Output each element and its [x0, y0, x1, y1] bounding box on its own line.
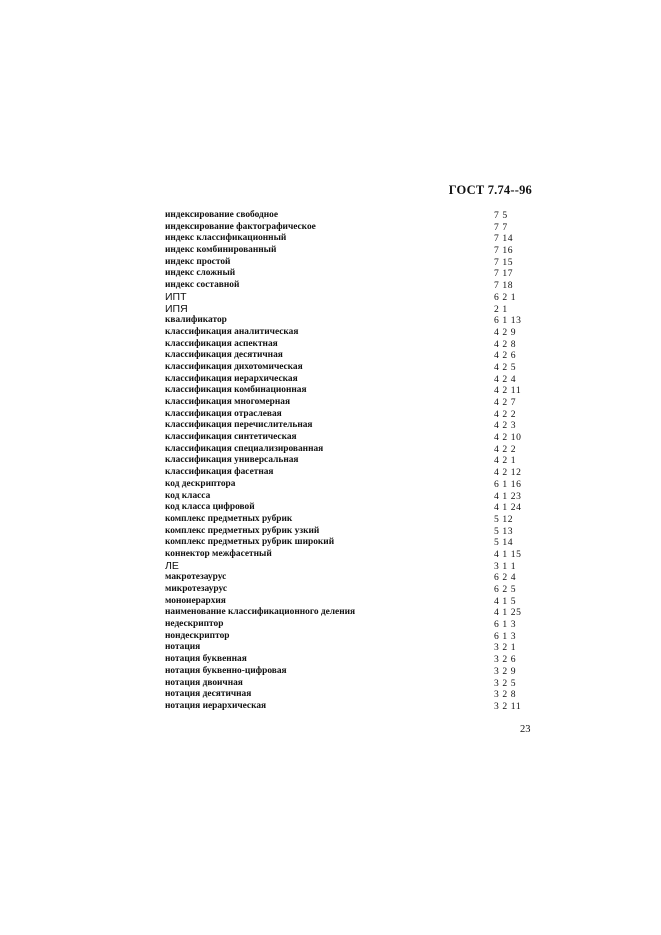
index-entry-reference: 6 1 3: [494, 619, 517, 631]
index-entry-reference: 4 2 4: [494, 373, 517, 385]
index-entry-term: нотация: [165, 642, 201, 653]
index-entry-term: недескриптор: [165, 619, 224, 630]
index-entry: [165, 362, 545, 374]
index-entry-reference: 4 1 15: [494, 548, 522, 560]
page-number: 23: [520, 724, 531, 735]
index-entry-reference: 4 2 1: [494, 455, 517, 467]
document-header: ГОСТ 7.74--96: [448, 183, 532, 197]
index-entry: [165, 420, 545, 432]
index-entry: [165, 397, 545, 409]
index-entry: [165, 210, 545, 222]
index-entry: [165, 666, 545, 678]
index-entry-term: классификация синтетическая: [165, 432, 297, 443]
index-entry-reference: 4 2 10: [494, 432, 522, 444]
index-entry-term: наименование классификационного деления: [165, 607, 356, 618]
index-entry: [165, 596, 545, 608]
index-entry-term: ЛЕ: [165, 559, 179, 572]
index-entry-reference: 4 2 12: [494, 467, 522, 479]
index-entry-term: микротезаурус: [165, 584, 228, 594]
index-entry-reference: 4 1 24: [494, 502, 522, 514]
index-entry-reference: 3 2 5: [494, 677, 517, 689]
index-entry-reference: 4 2 6: [494, 350, 517, 362]
index-entry: [165, 526, 545, 538]
index-entry-term: классификация аспектная: [165, 338, 278, 349]
index-entry-reference: 3 2 11: [494, 700, 522, 712]
index-entry-term: классификация дихотомическая: [165, 361, 303, 372]
index-entry-term: классификация аналитическая: [165, 326, 299, 337]
index-entry-reference: 4 2 8: [494, 338, 517, 350]
index-entry: [165, 479, 545, 491]
index-entry: [165, 491, 545, 503]
index-entry-reference: 4 2 3: [494, 420, 517, 432]
index-entry: [165, 385, 545, 397]
index-entry-term: классификация десятичная: [165, 350, 283, 361]
index-entry: [165, 432, 545, 444]
index-entry: [165, 268, 545, 280]
index-entry-reference: 4 2 9: [494, 326, 517, 338]
index-entry-term: моноиерархия: [165, 595, 226, 606]
index-entry-term: коннектор межфасетный: [165, 548, 272, 559]
index-entry-term: нотация иерархическая: [165, 700, 267, 711]
index-entry-term: нотация десятичная: [165, 689, 252, 700]
index-entry: [165, 537, 545, 549]
index-entry-reference: 5 12: [494, 513, 514, 525]
index-entry-reference: 7 5: [494, 210, 508, 221]
index-entry: [165, 339, 545, 351]
index-entry: [165, 561, 545, 573]
index-entry-term: макротезаурус: [165, 572, 227, 583]
index-entry-term: комплекс предметных рубрик узкий: [165, 525, 320, 536]
index-entry-term: нотация двоичная: [165, 677, 243, 688]
index-entry-reference: 4 2 7: [494, 397, 517, 408]
index-entry-term: классификация специализированная: [165, 443, 324, 454]
index-entry: [165, 350, 545, 362]
index-entry-term: классификация фасетная: [165, 467, 274, 478]
index-entry-term: классификация иерархическая: [165, 373, 298, 384]
index-entry-reference: 4 1 25: [494, 607, 522, 619]
index-entry-term: ИПТ: [165, 290, 187, 303]
index-entry: [165, 292, 545, 304]
index-entry: [165, 304, 545, 316]
index-entry: [165, 607, 545, 619]
index-entry-term: индекс классификационный: [165, 233, 287, 244]
index-entry: [165, 233, 545, 245]
index-entry-reference: 4 2 2: [494, 408, 517, 420]
index-entry: [165, 327, 545, 339]
index-entry-term: классификация отраслевая: [165, 408, 282, 419]
index-entry-term: классификация многомерная: [165, 397, 291, 407]
index-entry: [165, 654, 545, 666]
index-entry-term: комплекс предметных рубрик широкий: [165, 537, 335, 548]
index-entry-reference: 6 1 16: [494, 478, 522, 490]
index-entry-term: нондескриптор: [165, 630, 230, 641]
index-entry-term: индексирование свободное: [165, 210, 278, 220]
index-entry-term: нотация буквенная: [165, 654, 247, 665]
index-entry: [165, 502, 545, 514]
index-entry: [165, 444, 545, 456]
index-entry-reference: 7 17: [494, 268, 514, 280]
index-entry-term: индекс составной: [165, 280, 240, 291]
index-entry-reference: 4 2 5: [494, 361, 517, 373]
index-entry-term: квалификатор: [165, 315, 227, 326]
index-entry: [165, 315, 545, 327]
index-entry-term: классификация комбинационная: [165, 385, 307, 396]
index-entry: [165, 631, 545, 643]
index-entry-reference: 6 1 13: [494, 315, 522, 327]
index-entry: [165, 455, 545, 467]
index-entry: [165, 280, 545, 292]
index-entry: [165, 619, 545, 631]
index-entry-reference: 7 14: [494, 233, 514, 245]
index-entry-reference: 6 2 1: [494, 291, 517, 303]
index-entry-reference: 3 2 6: [494, 654, 517, 666]
index-entry: [165, 257, 545, 269]
index-entry-reference: 4 1 23: [494, 490, 522, 502]
index-entry-term: индекс комбинированный: [165, 245, 277, 256]
index-entry: [165, 222, 545, 234]
index-entry: [165, 689, 545, 701]
term-index-list: [165, 210, 545, 713]
index-entry-term: индекс сложный: [165, 268, 236, 279]
index-entry-term: классификация перечислительная: [165, 420, 313, 431]
index-entry-term: индекс простой: [165, 256, 231, 267]
index-entry-term: классификация универсальная: [165, 455, 299, 466]
index-entry: [165, 514, 545, 526]
index-entry-reference: 4 2 2: [494, 443, 517, 455]
index-entry-term: ИПЯ: [165, 302, 188, 315]
index-entry-reference: 6 2 4: [494, 572, 517, 584]
index-entry-reference: 3 2 8: [494, 689, 517, 701]
index-entry-reference: 7 16: [494, 245, 514, 257]
index-entry-reference: 4 2 11: [494, 385, 522, 397]
index-entry-reference: 3 2 9: [494, 665, 517, 677]
index-entry-reference: 6 1 3: [494, 630, 517, 642]
index-entry-term: код дескриптора: [165, 478, 236, 489]
index-entry-term: код класса цифровой: [165, 502, 255, 513]
index-entry: [165, 572, 545, 584]
index-entry-term: комплекс предметных рубрик: [165, 513, 293, 524]
index-entry-reference: 3 2 1: [494, 642, 517, 654]
index-entry-term: код класса: [165, 490, 211, 501]
index-entry-reference: 7 15: [494, 256, 514, 268]
index-entry: [165, 374, 545, 386]
index-entry-reference: 4 1 5: [494, 595, 517, 607]
index-entry-reference: 3 1 1: [494, 560, 517, 572]
index-entry: [165, 701, 545, 713]
index-entry: [165, 642, 545, 654]
index-entry-term: нотация буквенно-цифровая: [165, 665, 287, 676]
index-entry-reference: 2 1: [494, 303, 508, 315]
index-entry: [165, 584, 545, 596]
index-entry: [165, 549, 545, 561]
index-entry: [165, 467, 545, 479]
index-entry-term: индексирование фактографическое: [165, 221, 316, 232]
index-entry-reference: 7 7: [494, 221, 508, 233]
index-entry-reference: 6 2 5: [494, 584, 517, 595]
index-entry-reference: 5 14: [494, 537, 514, 549]
index-entry: [165, 245, 545, 257]
index-entry: [165, 409, 545, 421]
index-entry-reference: 7 18: [494, 280, 514, 292]
index-entry: [165, 678, 545, 690]
index-entry-reference: 5 13: [494, 525, 514, 537]
